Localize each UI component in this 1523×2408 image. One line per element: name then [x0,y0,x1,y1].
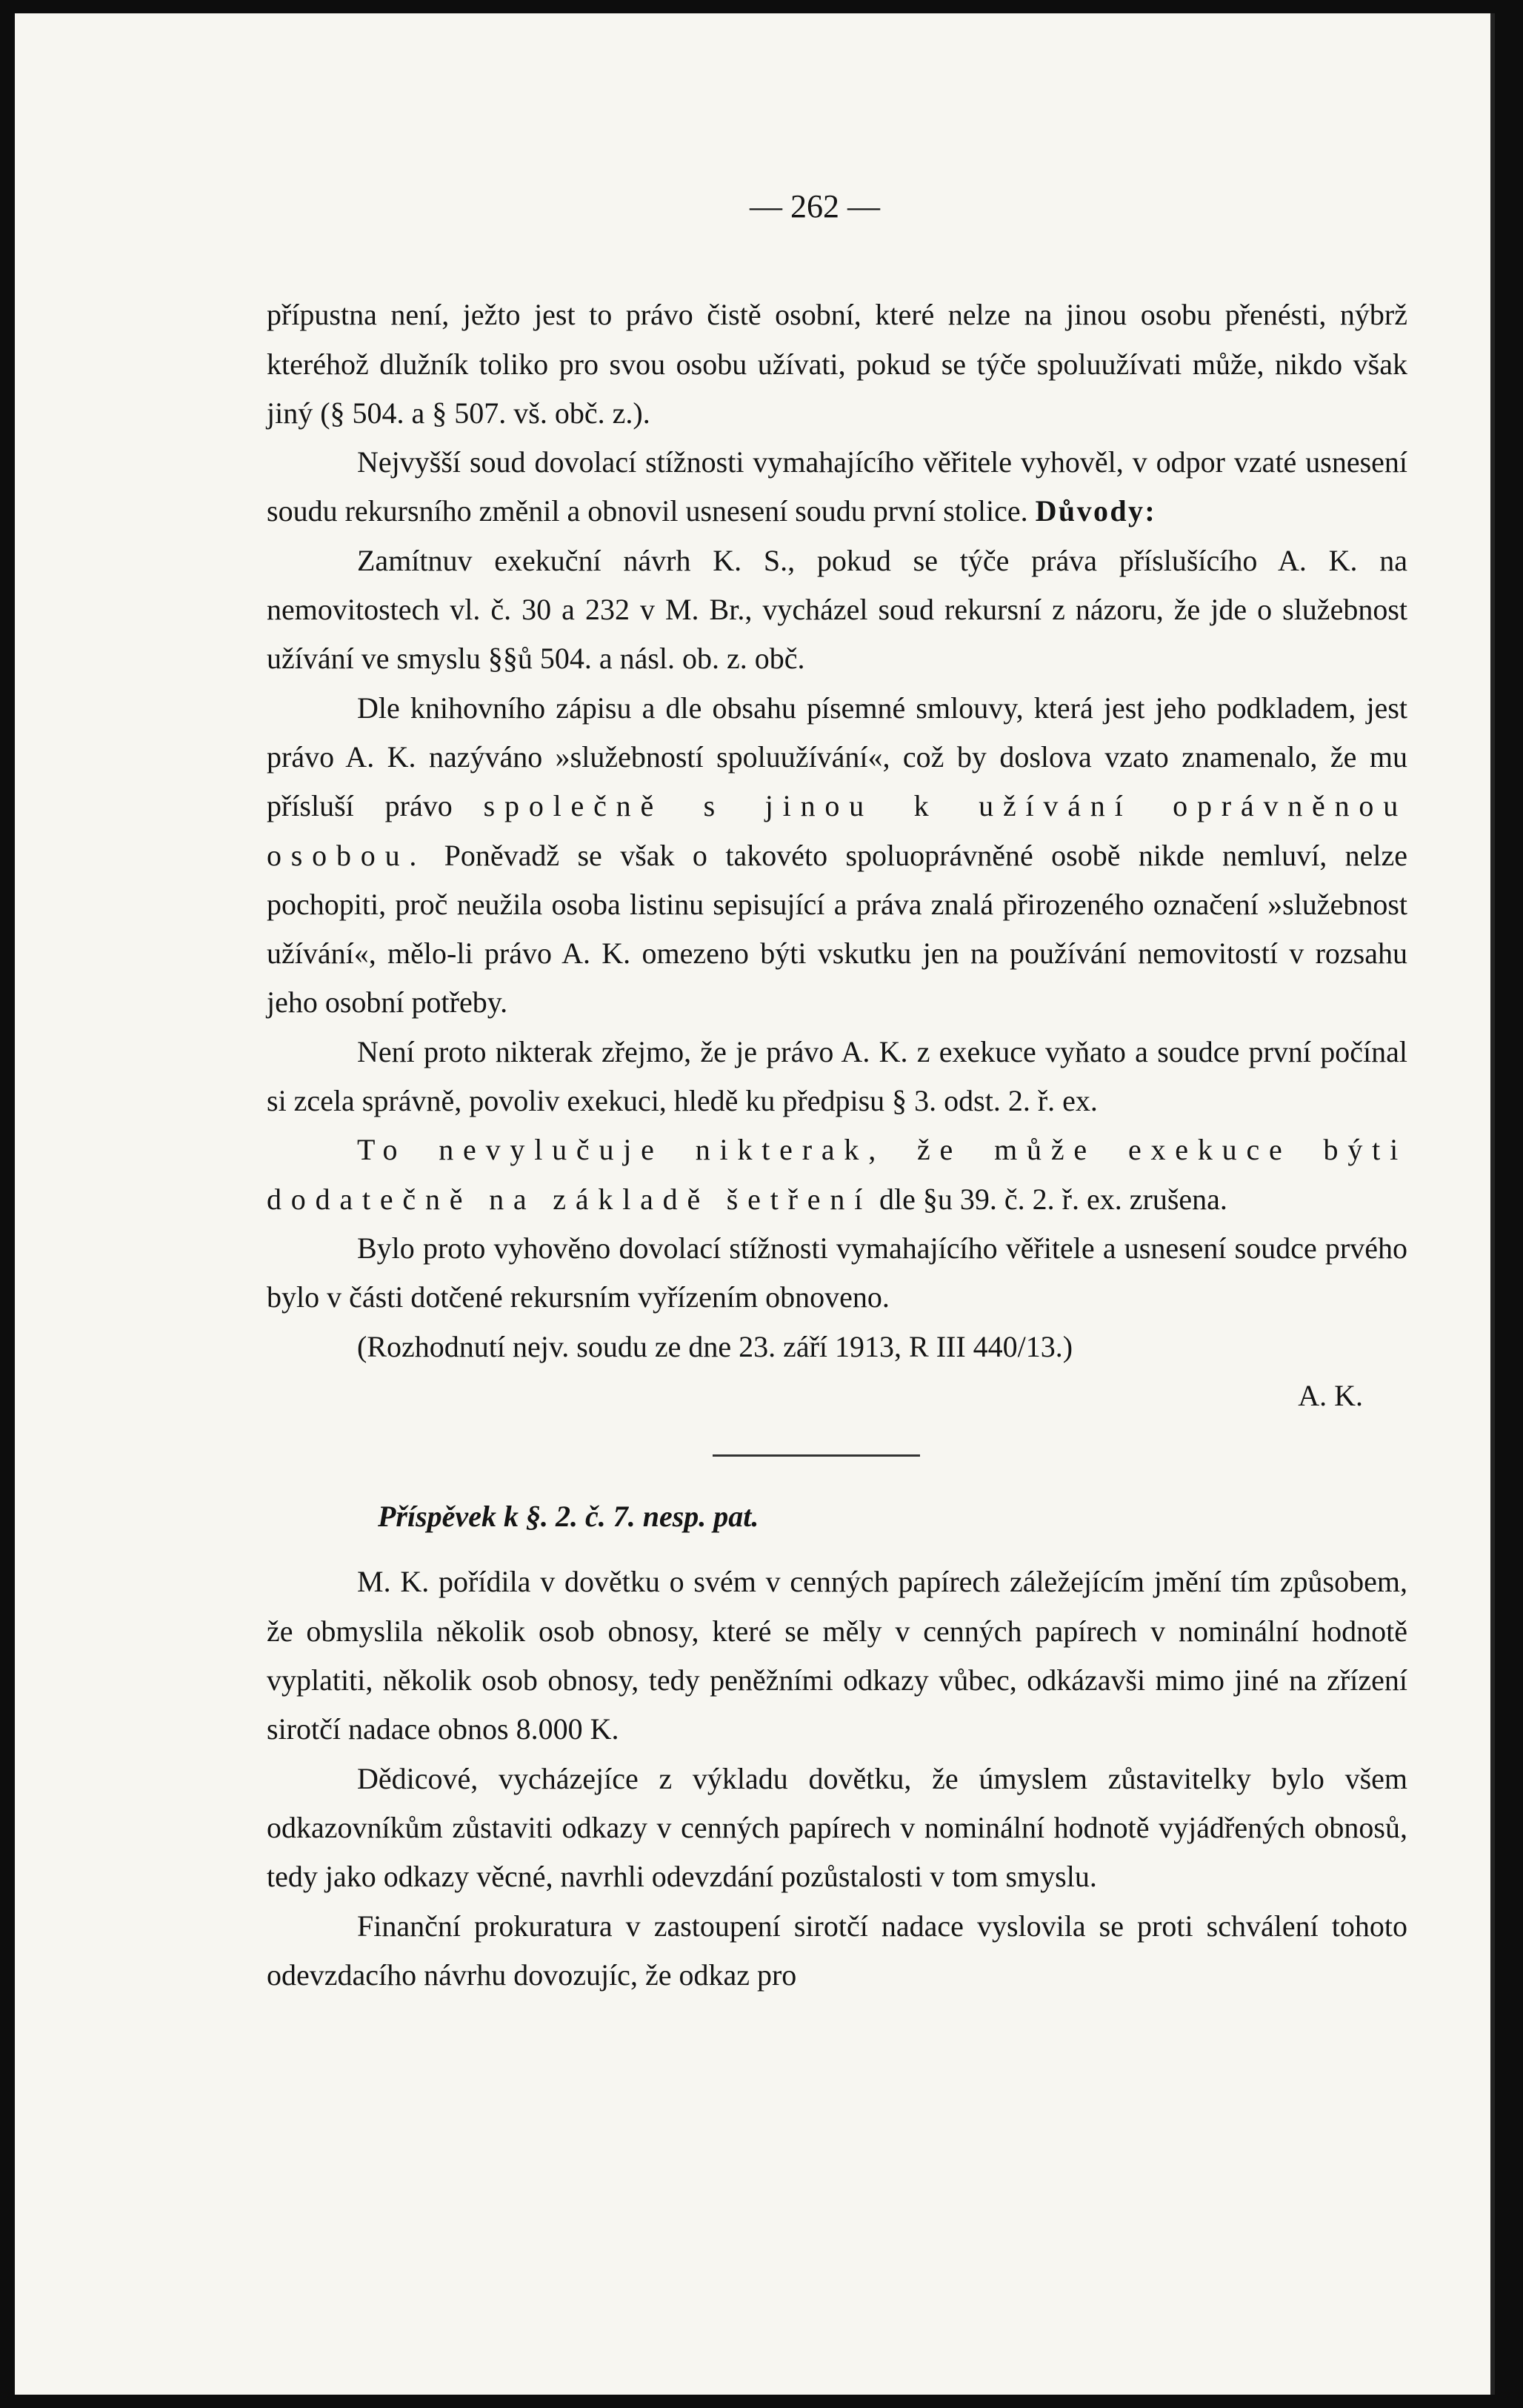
page-text [267,182,1407,2000]
paragraph [267,1125,1407,1224]
section-heading: Příspěvek k §. 2. č. 7. nesp. pat. [378,1500,759,1534]
paragraph: Zamítnuv exekuční návrh K. S., pokud se týče práva příslušícího A. K. na nemovitostech vl. č. 30 a 232 v M. Br., vycházel soud rekursní z názoru, že jde o služebnost užívání ve smyslu §§ů 504. a násl. ob. z. obč. [267,543,1407,676]
paragraph: Dědicové, vycházejíce z výkladu dovětku, že úmyslem zůstavitelky bylo všem odkazovníkům zůstaviti odkazy v cenných papírech v nominální hodnotě vyjádřených obnosů, tedy jako odkazy věcné, navrhli odevzdání pozůstalosti v tom smyslu. [267,1761,1407,1894]
paragraph: Není proto nikterak zřejmo, že je právo A. K. z exekuce vyňato a soudce první počínal si zcela správně, povoliv exekuci, hledě ku předpisu § 3. odst. 2. ř. ex. [267,1034,1407,1118]
page-number: — 262 — [750,188,880,224]
reasons-heading: Důvody: [1035,494,1157,528]
paragraph-text: Nejvyšší soud dovolací stížnosti vymahajícího věřitele vyhověl, v odpor vzaté usnesení soudu rekursního změnil a obnovil usnesení soudu první stolice. [267,445,1407,528]
paragraph: Bylo proto vyhověno dovolací stížnosti vymahajícího věřitele a usnesení soudce prvého bylo v části dotčené rekursním vyřízením obnoveno. [267,1231,1407,1314]
paragraph: M. K. pořídila v dovětku o svém v cenných papírech záležejícím jmění tím způsobem, že obmyslila několik osob obnosy, které se měly v cenných papírech v nominální hodnotě vyplatiti, několik osob obnosy, tedy peněžními odkazy vůbec, odkázavši mimo jiné na zřízení sirotčí nadace obnos 8.000 K. [267,1565,1407,1746]
paragraph: Finanční prokuratura v zastoupení sirotčí nadace vyslovila se proti schválení tohoto odevzdacího návrhu dovozujíc, že odkaz pro [267,1909,1407,1992]
paragraph-text: dle §u 39. č. 2. ř. ex. zrušena. [879,1182,1227,1216]
paragraph: přípustna není, ježto jest to právo čistě osobní, které nelze na jinou osobu přenésti, nýbrž kteréhož dlužník toliko pro svou osobu užívati, pokud se týče spoluužívati může, nikdo však jiný (§ 504. a § 507. vš. obč. z.). [267,298,1407,430]
paragraph [267,438,1407,536]
paragraph-text: Dle knihovního zápisu a dle obsahu písemné smlouvy, která jest jeho podkladem, jest právo A. K. nazýváno »služebností spoluužívání«, což by doslova vzato znamenalo, že mu přísluší právo [267,691,1407,823]
signature-initials: A. K. [1298,1378,1363,1412]
paragraph-text: Poněvadž se však o takovéto spoluoprávněné osobě nikde nemluví, nelze pochopiti, proč neužila osoba listinu sepisující a práva znalá přirozeného označení »služebnost užívání«, mělo-li právo A. K. omezeno býti vskutku jen na používání nemovitostí v rozsahu jeho osobní potřeby. [267,838,1407,1020]
paragraph [267,684,1407,1028]
scanned-page [15,13,1495,2395]
spaced-emphasis: To nevylučuje nikterak, že může exekuce býti dodatečně na základě šetření [267,1133,1407,1216]
section-divider [713,1454,920,1457]
spaced-emphasis: společně s jinou k užívání oprávněnou osobou. [267,789,1407,872]
citation: (Rozhodnutí nejv. soudu ze dne 23. září 1913, R III 440/13.) [357,1329,1073,1363]
